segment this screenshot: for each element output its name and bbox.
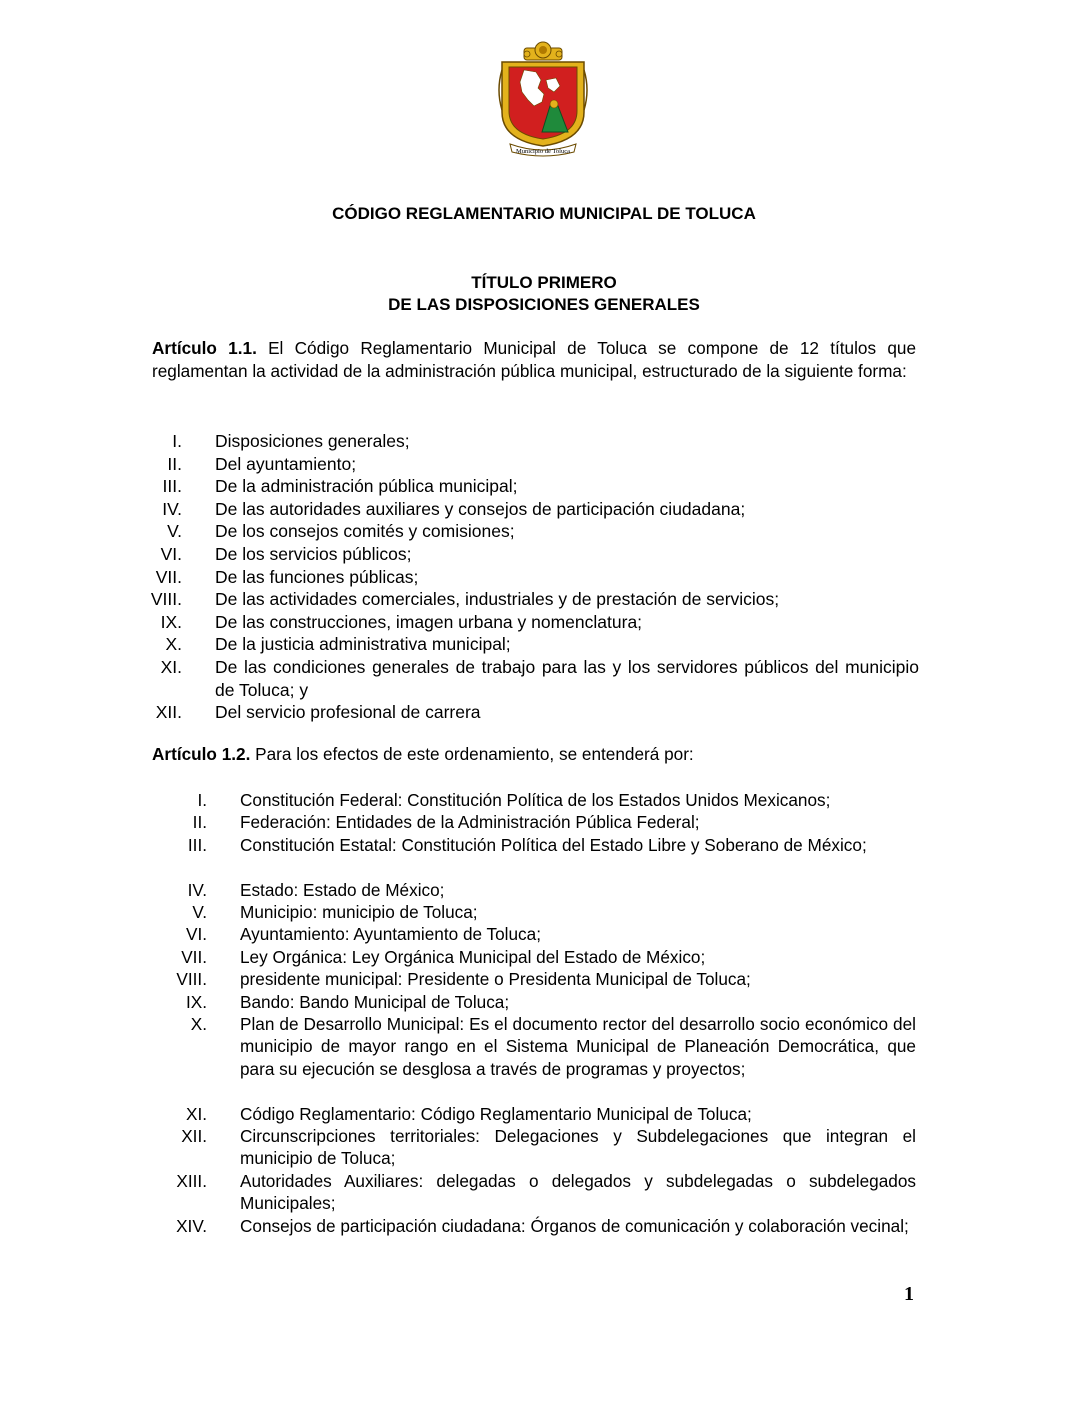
list-item (0, 1170, 1088, 1215)
list-item-text: Consejos de participación ciudadana: Órganos de comunicación y colaboración vecinal; (240, 1215, 909, 1236)
list-item-number: XI. (185, 1103, 207, 1124)
list-item-text: Plan de Desarrollo Municipal: Es el documento rector del desarrollo socio económico del municipio de mayor rango en el Sistema Municipal de Planeación Democrática, que para su ejecución se desglosa a través de programas y proyectos; (240, 1013, 916, 1079)
list-item-text: Del servicio profesional de carrera (215, 702, 481, 723)
list-item-text: Ley Orgánica: Ley Orgánica Municipal del Estado de México; (240, 946, 706, 967)
list-item-text: De la justicia administrativa municipal; (215, 634, 511, 655)
list-item-number: I. (197, 790, 207, 810)
list-item-text: Circunscripciones territoriales: Delegaciones y Subdelegaciones que integran el municipio de Toluca; (240, 1125, 916, 1169)
list-item-number: IV. (187, 879, 207, 900)
list-item (0, 811, 1088, 833)
list-item (0, 611, 1088, 634)
toluca-coat-of-arms-icon (496, 40, 590, 158)
list-item-number: IX. (185, 991, 207, 1012)
list-item-number: VI. (185, 924, 207, 945)
list-item-number: V. (192, 901, 207, 922)
list-item (0, 633, 1088, 656)
list-item (0, 453, 1088, 476)
document-title: CÓDIGO REGLAMENTARIO MUNICIPAL DE TOLUCA (332, 204, 756, 223)
list-item-number: XIV. (176, 1215, 207, 1236)
list-item-number: III. (187, 834, 207, 855)
list-item-number: III. (162, 476, 182, 497)
list-item-number: V. (167, 521, 182, 542)
list-item (0, 701, 1088, 724)
list-item-text: presidente municipal: Presidente o Presidenta Municipal de Toluca; (240, 969, 751, 990)
titulo-heading: TÍTULO PRIMERO (471, 273, 617, 292)
list-item-number: XI. (160, 656, 182, 677)
list-item (0, 901, 1088, 923)
list-item-text: De las funciones públicas; (215, 566, 419, 587)
list-item (0, 656, 1088, 701)
list-item-text: Ayuntamiento: Ayuntamiento de Toluca; (240, 924, 541, 945)
list-item-number: II. (192, 812, 207, 833)
list-item (0, 1215, 1088, 1260)
list-item-text: Bando: Bando Municipal de Toluca; (240, 991, 510, 1012)
list-item-number: VII. (155, 566, 182, 587)
list-item-number: IV. (162, 498, 182, 519)
list-item-number: X. (165, 634, 182, 655)
list-item (0, 991, 1088, 1013)
list-item-number: I. (172, 431, 182, 451)
list-item-number: X. (190, 1013, 207, 1034)
list-item-text: De las actividades comerciales, industriales y de prestación de servicios; (215, 589, 780, 610)
list-item-text: De las autoridades auxiliares y consejos de participación ciudadana; (215, 498, 746, 519)
list-item-number: VI. (160, 543, 182, 564)
list-item-text: Del ayuntamiento; (215, 453, 357, 474)
list-item-text: De los consejos comités y comisiones; (215, 521, 515, 542)
article-1-2-list (0, 789, 1088, 1259)
list-item-text: Federación: Entidades de la Administración Pública Federal; (240, 812, 700, 833)
list-item-number: XII. (181, 1125, 207, 1146)
list-item (0, 1013, 1088, 1103)
list-item (0, 946, 1088, 968)
list-item (0, 968, 1088, 990)
list-item (0, 789, 1088, 811)
list-item-number: IX. (160, 611, 182, 632)
article-text: Para los efectos de este ordenamiento, se entenderá por: (250, 744, 694, 764)
list-item-text: De las construcciones, imagen urbana y nomenclatura; (215, 611, 643, 632)
article-1-1-paragraph (152, 337, 916, 382)
list-item-text: De la administración pública municipal; (215, 476, 518, 497)
article-label: Artículo 1.2. (152, 744, 251, 764)
list-item-text: Municipio: municipio de Toluca; (240, 901, 478, 922)
page-number: 1 (904, 1283, 914, 1305)
list-item-number: XII. (155, 702, 182, 723)
svg-text:Municipio de Toluca: Municipio de Toluca (516, 148, 570, 155)
list-item-number: VIII. (150, 589, 182, 610)
list-item-text: De las condiciones generales de trabajo para las y los servidores públicos del municipio de Toluca; y (215, 656, 919, 700)
list-item (0, 1125, 1088, 1170)
article-text: El Código Reglamentario Municipal de Toluca se compone de 12 títulos que reglamentan la actividad de la administración pública municipal, estructurado de la siguiente forma: (152, 338, 916, 381)
list-item (0, 879, 1088, 901)
list-item-text: Constitución Estatal: Constitución Política del Estado Libre y Soberano de México; (240, 834, 867, 855)
list-item-text: Constitución Federal: Constitución Política de los Estados Unidos Mexicanos; (240, 790, 831, 810)
list-item-number: XIII. (176, 1170, 207, 1191)
list-item (0, 475, 1088, 498)
list-item-text: De los servicios públicos; (215, 543, 412, 564)
list-item-text: Disposiciones generales; (215, 431, 410, 451)
list-item (0, 923, 1088, 945)
list-item (0, 566, 1088, 589)
article-1-1-list (0, 430, 1088, 724)
list-item-text: Autoridades Auxiliares: delegadas o delegados y subdelegadas o subdelegados Municipales; (240, 1170, 916, 1214)
list-item (0, 1103, 1088, 1125)
list-item-text: Estado: Estado de México; (240, 879, 445, 900)
list-item (0, 498, 1088, 521)
list-item (0, 588, 1088, 611)
list-item (0, 520, 1088, 543)
article-label: Artículo 1.1. (152, 338, 257, 358)
title-heading-block (0, 272, 1088, 316)
list-item (0, 543, 1088, 566)
titulo-subheading: DE LAS DISPOSICIONES GENERALES (388, 295, 700, 314)
list-item-number: VIII. (176, 969, 207, 990)
list-item (0, 430, 1088, 453)
article-1-2-paragraph (152, 743, 916, 766)
list-item-number: VII. (181, 946, 207, 967)
list-item (0, 834, 1088, 879)
list-item-number: II. (167, 453, 182, 474)
list-item-text: Código Reglamentario: Código Reglamentario Municipal de Toluca; (240, 1103, 752, 1124)
